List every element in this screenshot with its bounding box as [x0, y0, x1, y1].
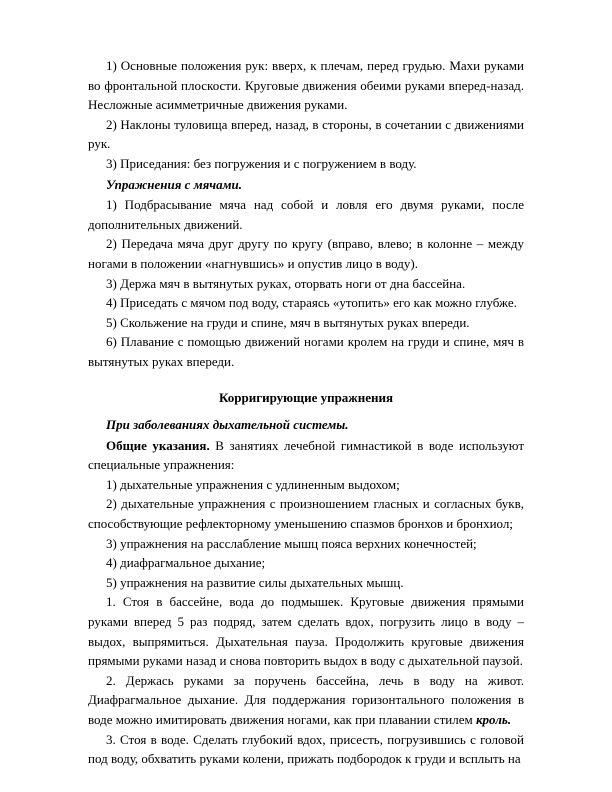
paragraph: 3. Стоя в воде. Сделать глубокий вдох, присесть, погрузившись с головой под воду, обхватить руками колени, прижать подбородок к груди и всплыть на	[88, 731, 524, 767]
paragraph: 3) упражнения на расслабление мышц пояса верхних конечностей;	[106, 535, 477, 551]
paragraph: 5) Скольжение на груди и спине, мяч в вытянутых руках впереди.	[106, 314, 470, 330]
paragraph: 5) упражнения на развитие силы дыхательных мышц.	[106, 574, 404, 590]
paragraph: 2) Наклоны туловища вперед, назад, в стороны, в сочетании с движениями рук.	[88, 116, 524, 152]
general-text: В занятиях лечебной гимнастикой в воде используют специальные упражнения:	[88, 437, 525, 473]
paragraph: 4) Приседать с мячом под воду, стараясь «утопить» его как можно глубже.	[106, 295, 517, 311]
ball-exercises-heading: Упражнения с мячами.	[106, 176, 243, 192]
crawl-style-term: кроль.	[475, 712, 512, 727]
paragraph: 1. Стоя в бассейне, вода до подмышек. Круговые движения прямыми руками вперед 5 раз подряд, затем сделать вдох, погрузить лицо в воду – выдох, выпрямиться. Дыхательная пауза. Продолжить круговые движения прямыми руками назад и снова повторить выдох в воду с дыхательной паузой.	[88, 594, 524, 669]
respiratory-heading: При заболеваниях дыхательной системы.	[106, 417, 349, 433]
paragraph: 4) диафрагмальное дыхание;	[106, 555, 266, 571]
paragraph: 6) Плавание с помощью движений ногами кролем на груди и спине, мяч в вытянутых руках впереди.	[88, 334, 524, 369]
paragraph: 2) дыхательные упражнения с произношением гласных и согласных букв, способствующие рефлекторному уменьшению спазмов бронхов и бронхиол;	[88, 496, 524, 532]
general-paragraph	[88, 436, 524, 475]
document-page	[88, 56, 524, 769]
paragraph: 1) Подбрасывание мяча над собой и ловля его двумя руками, после дополнительных движений.	[88, 197, 524, 232]
paragraph: 3) Держа мяч в вытянутых руках, оторвать ноги от дна бассейна.	[106, 275, 466, 291]
section-title: Корригирующие упражнения	[218, 389, 394, 405]
paragraph: 3) Приседания: без погружения и с погружением в воду.	[106, 155, 417, 171]
paragraph-2	[88, 671, 524, 730]
paragraph: 1) дыхательные упражнения с удлиненным выдохом;	[106, 476, 400, 492]
paragraph-2-text: 2. Держась руками за поручень бассейна, лечь в воду на живот. Диафрагмальное дыхание. Для поддержания горизонтального положения в воде можно имитировать движения ногами, как при плавании стилем	[88, 672, 524, 727]
paragraph: 1) Основные положения рук: вверх, к плечам, перед грудью. Махи руками во фронтальной плоскости. Круговые движения обеими руками вперед-назад. Несложные асимметричные движения руками.	[88, 58, 524, 113]
general-label: Общие указания.	[106, 437, 210, 453]
paragraph: 2) Передача мяча друг другу по кругу (вправо, влево; в колонне – между ногами в положении «нагнувшись» и опустив лицо в воду).	[88, 236, 524, 271]
